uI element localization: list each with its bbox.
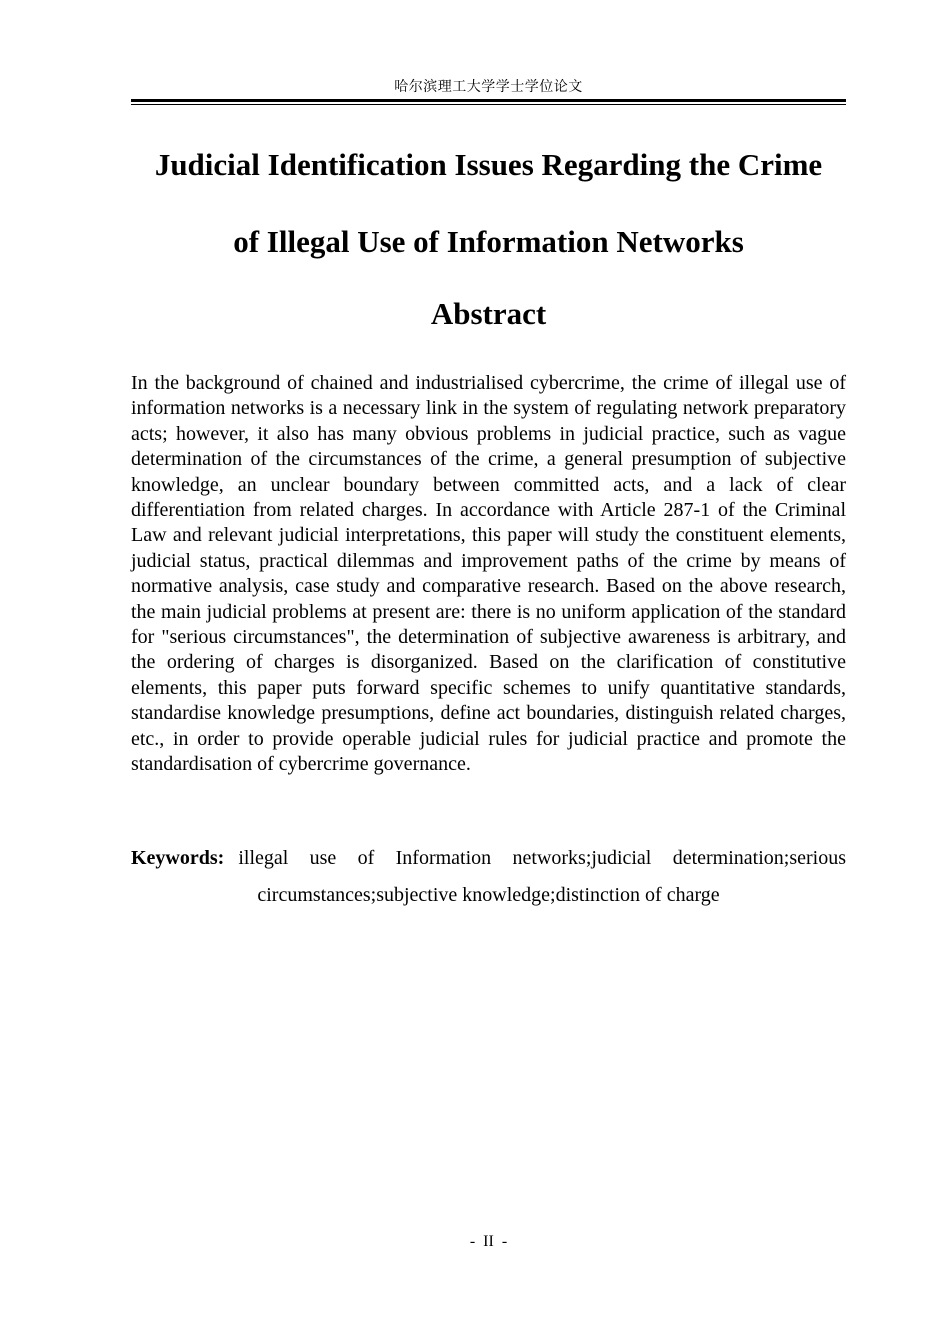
header-rule-thin — [131, 104, 846, 105]
keywords-label: Keywords: — [131, 847, 225, 869]
abstract-body: In the background of chained and industrialised cybercrime, the crime of illegal use of information networks is a necessary link in the system of regulating network preparatory acts; however, it also has many obvious problems in judicial practice, such as vague determination of the circumstances of the crime, a general presumption of subjective knowledge, an unclear boundary between committed acts, and a lack of clear differentiation from related charges. In accordance with Article 287-1 of the Criminal Law and relevant judicial interpretations, this paper will study the constituent elements, judicial status, practical dilemmas and improvement paths of the crime by means of normative analysis, case study and comparative research. Based on the above research, the main judicial problems at present are: there is no uniform application of the standard for "serious circumstances", the determination of subjective awareness is arbitrary, and the ordering of charges is disorganized. Based on the clarification of constitutive elements, this paper puts forward specific schemes to unify quantitative standards, standardise knowledge presumptions, define act boundaries, distinguish related charges, etc., in order to provide operable judicial rules for judicial practice and promote the standardisation of cybercrime governance. — [131, 372, 846, 776]
keywords-block — [131, 840, 846, 914]
paper-title-line-1: Judicial Identification Issues Regarding the Crime — [154, 147, 823, 182]
header-rule-thick — [131, 99, 846, 102]
keywords-line-2: circumstances;subjective knowledge;distinction of charge — [257, 884, 720, 906]
page-number: - II - — [469, 1233, 508, 1250]
keywords-line-1: illegal use of Information networks;judicial determination;serious — [238, 847, 846, 869]
running-header: 哈尔滨理工大学学士学位论文 — [394, 80, 583, 95]
paper-title-line-2: of Illegal Use of Information Networks — [233, 224, 744, 259]
abstract-heading: Abstract — [430, 296, 547, 331]
keywords-row-1 — [131, 840, 846, 877]
paper-title — [131, 126, 846, 280]
